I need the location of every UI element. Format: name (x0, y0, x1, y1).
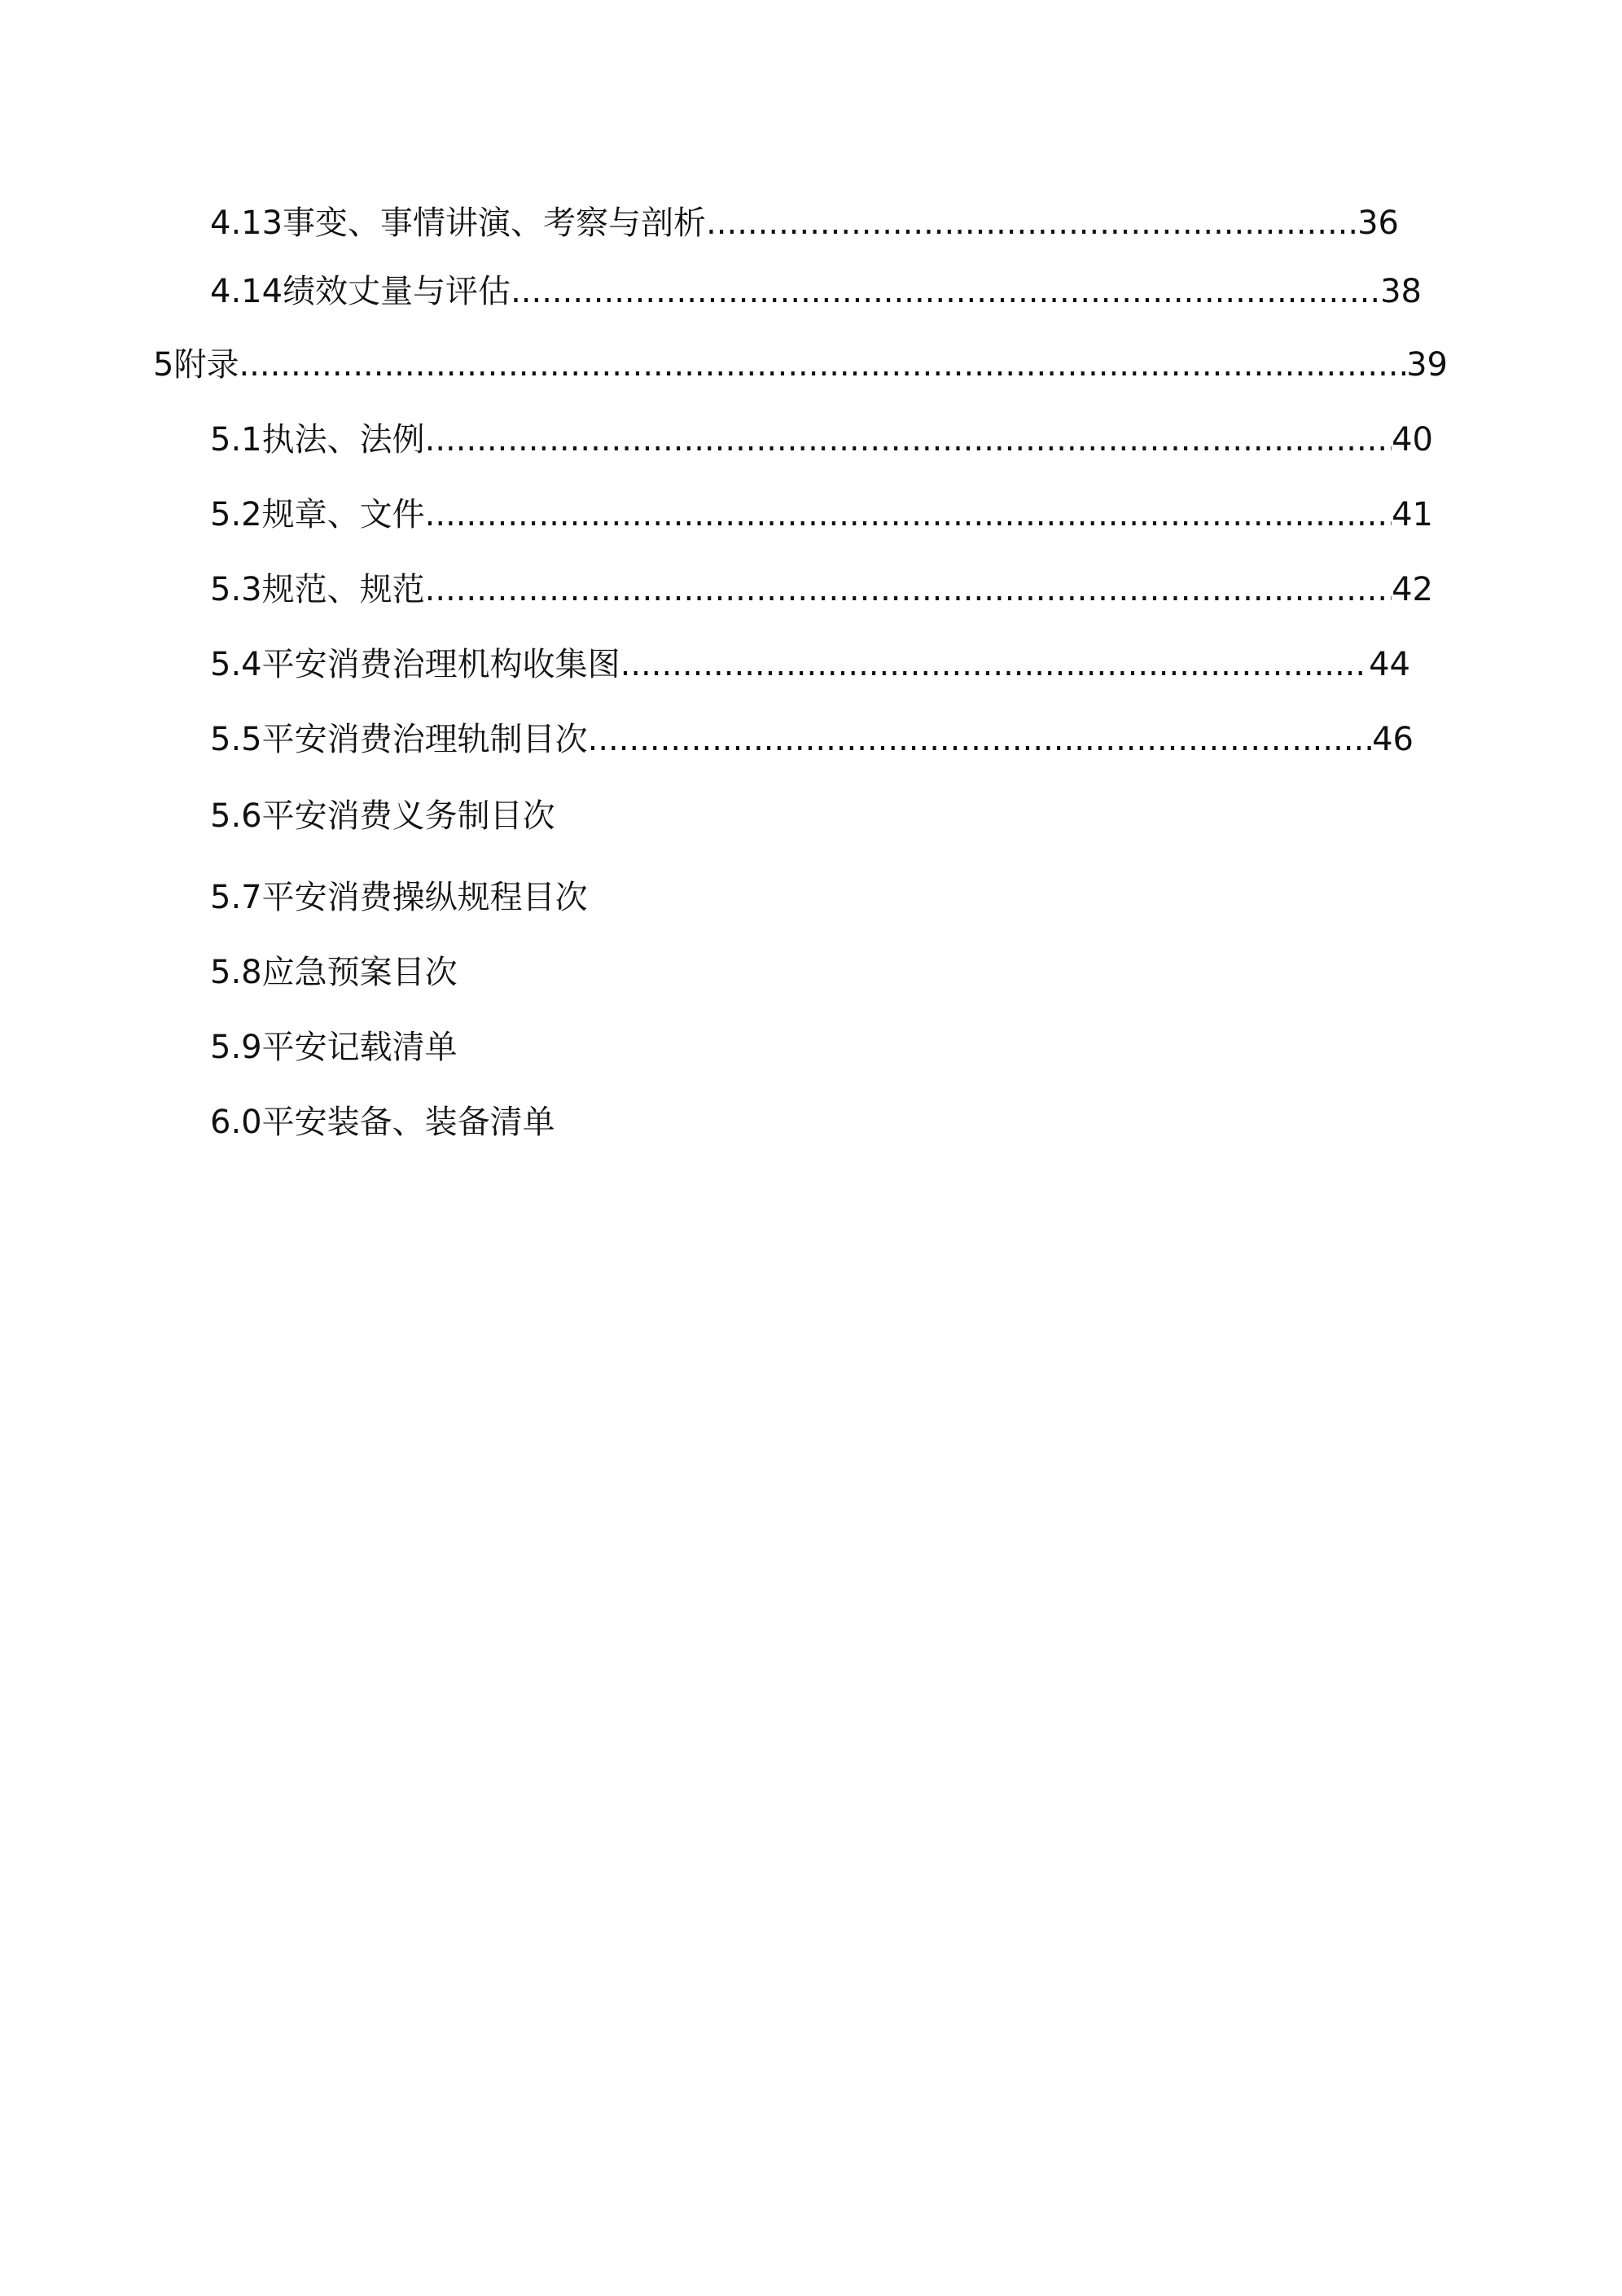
toc-entry-5-8[interactable] (210, 950, 458, 995)
toc-entry-title: 5.9平安记载清单 (210, 1029, 458, 1066)
toc-dot-leader (620, 642, 1369, 687)
toc-entry-title: 6.0平安装备、装备清单 (210, 1104, 555, 1141)
toc-entry-4-14[interactable] (210, 269, 1422, 314)
toc-entry-5-7[interactable] (210, 875, 588, 920)
toc-entry-6-0[interactable] (210, 1100, 555, 1145)
toc-dot-leader (425, 567, 1392, 612)
toc-entry-page: 42 (1392, 571, 1433, 608)
toc-entry-5-1[interactable] (210, 417, 1433, 463)
toc-entry-5-2[interactable] (210, 492, 1433, 538)
toc-entry-4-13[interactable] (210, 200, 1399, 246)
toc-entry-title: 5.7平安消费操纵规程目次 (210, 879, 588, 916)
toc-entry-page: 38 (1380, 273, 1422, 310)
toc-entry-title: 5.1执法、法例 (210, 421, 425, 459)
toc-entry-5-5[interactable] (210, 717, 1414, 762)
toc-entry-title: 5.4平安消费治理机构收集图 (210, 646, 620, 683)
toc-entry-title: 5.2规章、文件 (210, 496, 425, 533)
toc-entry-5-3[interactable] (210, 567, 1433, 612)
toc-entry-title: 5.6平安消费义务制目次 (210, 797, 555, 835)
toc-dot-leader (588, 717, 1372, 762)
toc-entry-page: 40 (1392, 421, 1433, 459)
toc-dot-leader (511, 269, 1380, 314)
toc-entry-title: 4.13事变、事情讲演、考察与剖析 (210, 204, 707, 242)
toc-entry-5[interactable] (153, 342, 1448, 388)
toc-entry-title: 5附录 (153, 346, 239, 384)
toc-entry-5-6[interactable] (210, 793, 555, 839)
toc-dot-leader (239, 342, 1406, 388)
toc-entry-title: 5.5平安消费治理轨制目次 (210, 721, 588, 758)
toc-entry-5-9[interactable] (210, 1025, 458, 1070)
toc-entry-title: 5.3规范、规范 (210, 571, 425, 608)
toc-entry-page: 39 (1406, 346, 1448, 384)
toc-entry-title: 4.14绩效丈量与评估 (210, 273, 511, 310)
toc-entry-page: 36 (1357, 204, 1399, 242)
toc-entry-5-4[interactable] (210, 642, 1410, 687)
toc-entry-page: 46 (1372, 721, 1414, 758)
toc-entry-page: 41 (1392, 496, 1433, 533)
toc-entry-page: 44 (1369, 646, 1410, 683)
toc-dot-leader (425, 492, 1392, 538)
toc-dot-leader (425, 417, 1392, 463)
toc-dot-leader (706, 200, 1357, 246)
toc-entry-title: 5.8应急预案目次 (210, 954, 458, 991)
